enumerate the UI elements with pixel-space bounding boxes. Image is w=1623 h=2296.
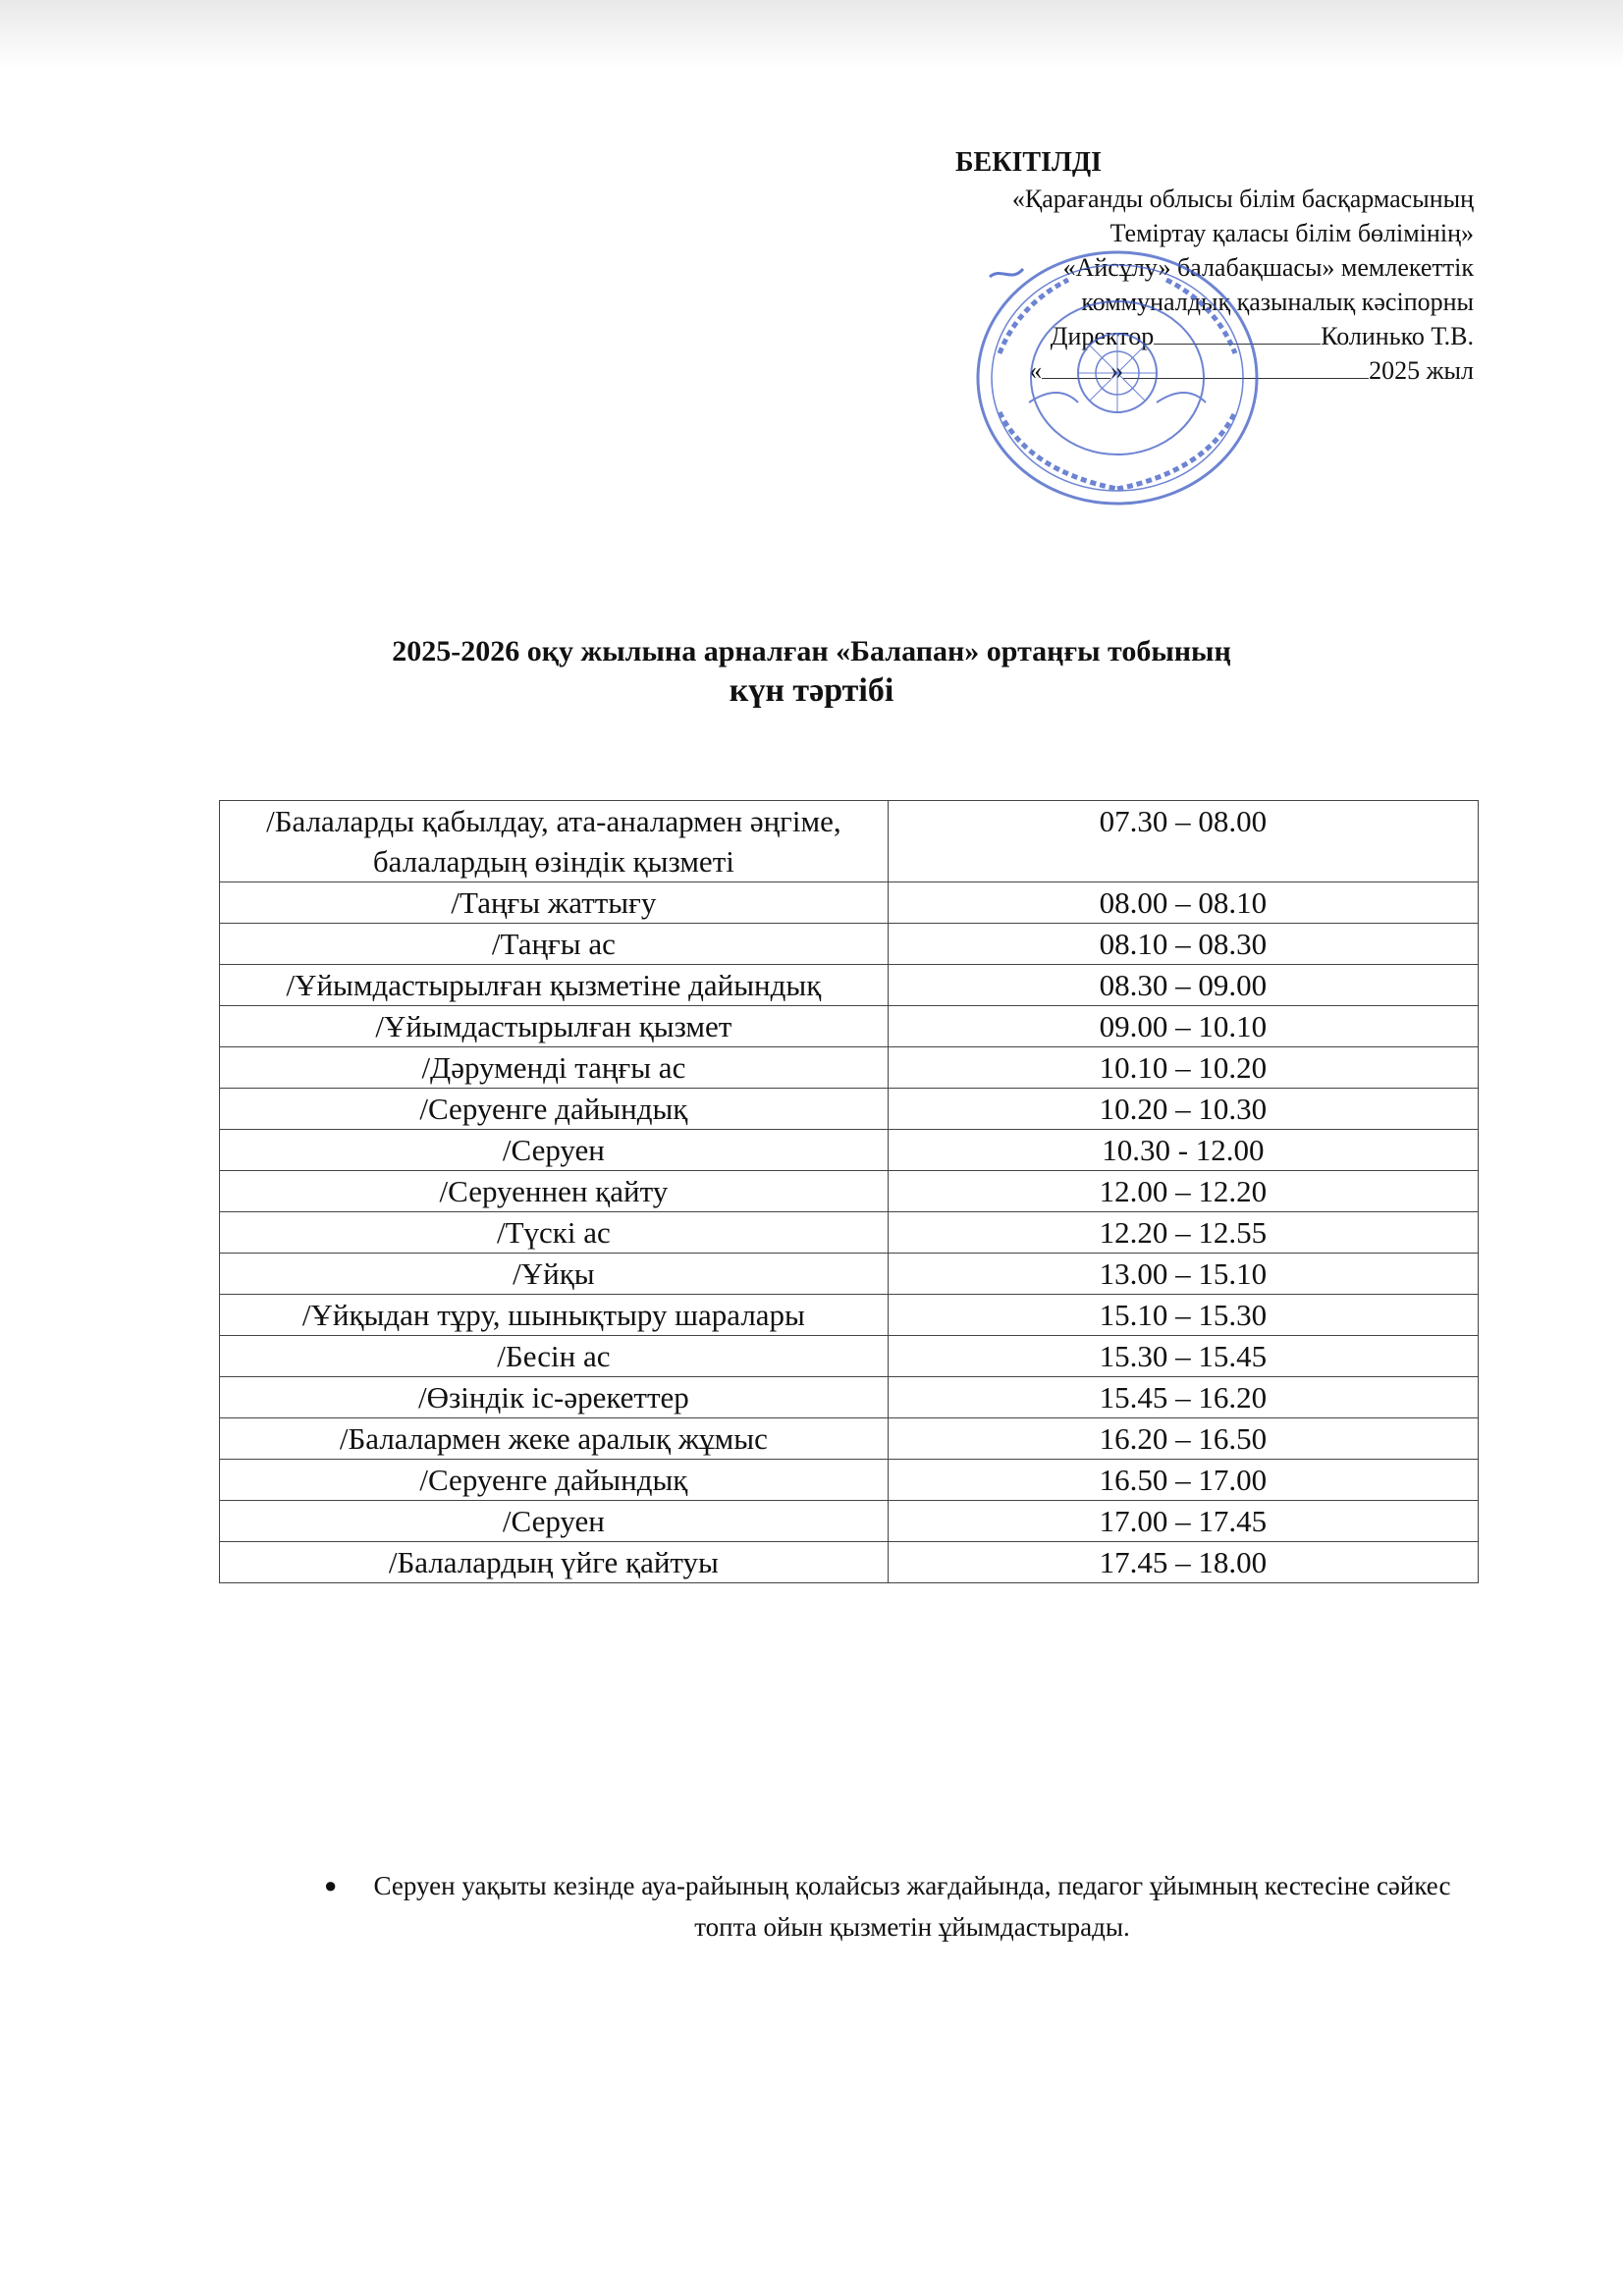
- document-title: [0, 632, 1623, 711]
- time-cell: 12.00 – 12.20: [888, 1171, 1478, 1212]
- table-row: [220, 1460, 1479, 1501]
- date-close-quote: »: [1110, 356, 1124, 385]
- activity-cell: /Ұйымдастырылған қызмет: [220, 1006, 889, 1047]
- table-row: [220, 1295, 1479, 1336]
- table-row: [220, 1047, 1479, 1089]
- table-row: [220, 965, 1479, 1006]
- approval-line: «Айсұлу» балабақшасы» мемлекеттік: [1062, 253, 1474, 282]
- time-cell: 17.00 – 17.45: [888, 1501, 1478, 1542]
- footnote: [324, 1865, 1453, 1948]
- schedule-body: [220, 801, 1479, 1583]
- approval-heading: БЕКІТІЛДІ: [955, 147, 1102, 178]
- table-row: [220, 1171, 1479, 1212]
- activity-cell: /Серуеннен қайту: [220, 1171, 889, 1212]
- daily-schedule-table: [219, 800, 1479, 1583]
- table-row: [220, 1418, 1479, 1460]
- time-cell: 08.00 – 08.10: [888, 882, 1478, 924]
- time-cell: 15.30 – 15.45: [888, 1336, 1478, 1377]
- activity-cell: /Бесін ас: [220, 1336, 889, 1377]
- activity-cell: /Түскі ас: [220, 1212, 889, 1254]
- table-row: [220, 1254, 1479, 1295]
- director-name: Колинько Т.В.: [1321, 322, 1474, 350]
- activity-cell: /Балаларды қабылдау, ата-аналармен әңгіме, балалардың өзіндік қызметі: [220, 801, 889, 882]
- time-cell: 12.20 – 12.55: [888, 1212, 1478, 1254]
- approval-line: коммуналдық қазыналық кәсіпорны: [1081, 288, 1474, 316]
- footnote-text: Серуен уақыты кезінде ауа-райының қолайсыз жағдайында, педагог ұйымның кестесіне сәйкес топта ойын қызметін ұйымдастырады.: [373, 1871, 1451, 1942]
- activity-cell: /Серуенге дайындық: [220, 1460, 889, 1501]
- activity-cell: /Балалармен жеке аралық жұмыс: [220, 1418, 889, 1460]
- time-cell: 13.00 – 15.10: [888, 1254, 1478, 1295]
- time-cell: 09.00 – 10.10: [888, 1006, 1478, 1047]
- signature-scribble: [970, 245, 1073, 277]
- activity-cell: /Өзіндік іс-әрекеттер: [220, 1377, 889, 1418]
- approval-line: «Қарағанды облысы білім басқармасының: [1011, 185, 1474, 213]
- time-cell: 16.50 – 17.00: [888, 1460, 1478, 1501]
- table-row: [220, 924, 1479, 965]
- time-cell: 16.20 – 16.50: [888, 1418, 1478, 1460]
- table-row: [220, 882, 1479, 924]
- table-row: [220, 1006, 1479, 1047]
- bullet-icon: ●: [324, 1873, 338, 1897]
- time-cell: 10.10 – 10.20: [888, 1047, 1478, 1089]
- activity-cell: /Таңғы жаттығу: [220, 882, 889, 924]
- time-cell: 08.10 – 08.30: [888, 924, 1478, 965]
- title-line-2: күн тәртібі: [729, 672, 894, 709]
- time-cell: 17.45 – 18.00: [888, 1542, 1478, 1583]
- table-row: [220, 1130, 1479, 1171]
- date-year: 2025 жыл: [1369, 356, 1474, 385]
- time-cell: 15.10 – 15.30: [888, 1295, 1478, 1336]
- table-row: [220, 1336, 1479, 1377]
- table-row: [220, 1542, 1479, 1583]
- approval-line: Теміртау қаласы білім бөлімінің»: [1109, 219, 1474, 247]
- table-row: [220, 1089, 1479, 1130]
- activity-cell: /Серуен: [220, 1501, 889, 1542]
- official-stamp: [970, 245, 1265, 510]
- activity-cell: /Балалардың үйге қайтуы: [220, 1542, 889, 1583]
- time-cell: 08.30 – 09.00: [888, 965, 1478, 1006]
- table-row: [220, 801, 1479, 882]
- table-row: [220, 1212, 1479, 1254]
- activity-cell: /Ұйқыдан тұру, шынықтыру шаралары: [220, 1295, 889, 1336]
- activity-cell: /Серуен: [220, 1130, 889, 1171]
- title-line-1: 2025-2026 оқу жылына арналған «Балапан» ортаңғы тобының: [392, 635, 1231, 667]
- activity-cell: /Ұйқы: [220, 1254, 889, 1295]
- time-cell: 10.30 - 12.00: [888, 1130, 1478, 1171]
- scan-edge-shading: [0, 0, 1623, 69]
- time-cell: 10.20 – 10.30: [888, 1089, 1478, 1130]
- table-row: [220, 1501, 1479, 1542]
- activity-cell: /Дәруменді таңғы ас: [220, 1047, 889, 1089]
- time-cell: 15.45 – 16.20: [888, 1377, 1478, 1418]
- activity-cell: /Ұйымдастырылған қызметіне дайындық: [220, 965, 889, 1006]
- activity-cell: /Таңғы ас: [220, 924, 889, 965]
- activity-cell: /Серуенге дайындық: [220, 1089, 889, 1130]
- director-label: Директор: [1050, 322, 1155, 350]
- time-cell: 07.30 – 08.00: [888, 801, 1478, 882]
- table-row: [220, 1377, 1479, 1418]
- date-open-quote: «: [1029, 356, 1043, 385]
